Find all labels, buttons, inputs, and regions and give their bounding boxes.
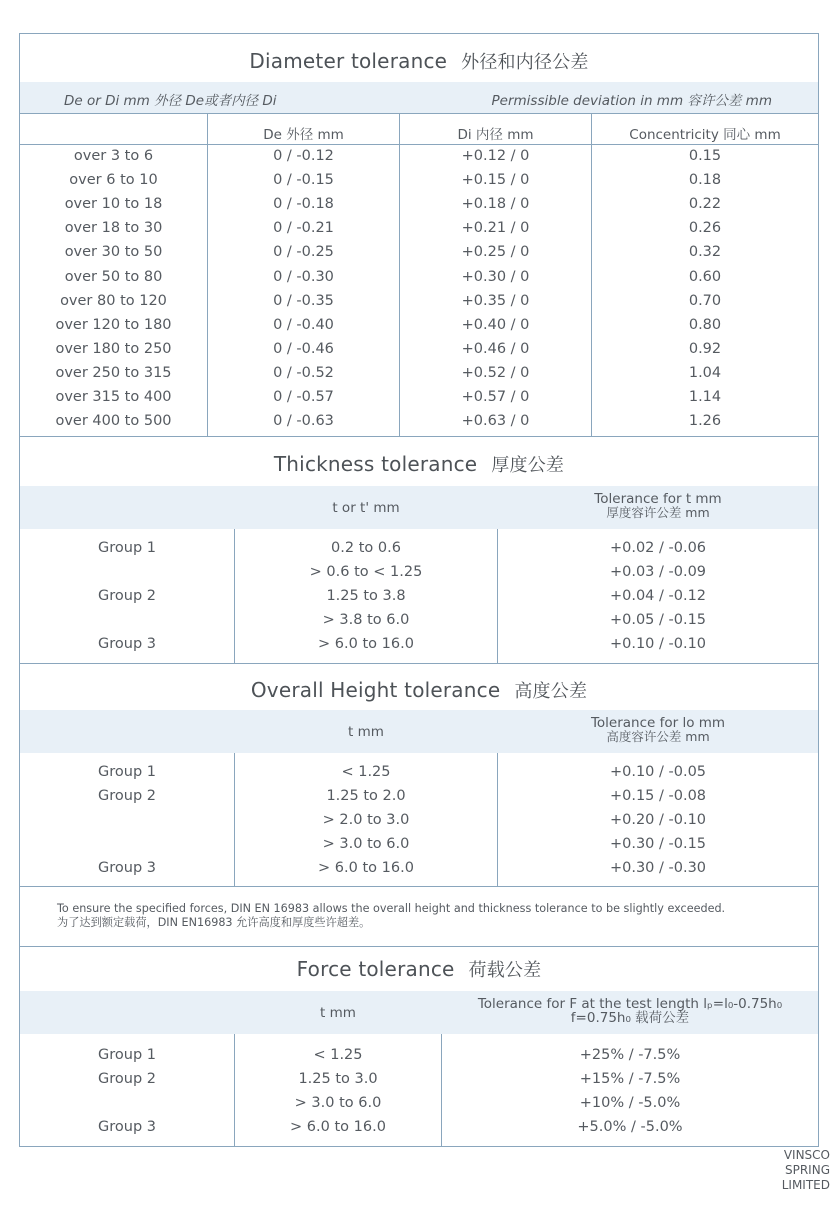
height-header-band bbox=[20, 710, 818, 753]
note-line-cn: 为了达到额定载荷，DIN EN16983 允许高度和厚度些许超差。 bbox=[57, 916, 371, 929]
thickness-cell: > 3.8 to 6.0 bbox=[322, 612, 410, 628]
force-header-right-line1: Tolerance for F at the test length lₚ=l₀-0.75h₀ bbox=[477, 996, 783, 1012]
force-cell: Group 3 bbox=[98, 1119, 156, 1135]
thickness-cell: Group 2 bbox=[98, 588, 156, 604]
diameter-cell: 0 / -0.21 bbox=[273, 220, 334, 237]
thickness-header-right-line1: Tolerance for t mm bbox=[594, 491, 722, 507]
diameter-cell: 0 / -0.63 bbox=[273, 413, 334, 430]
diameter-band-right: Permissible deviation in mm 容许公差 mm bbox=[491, 93, 772, 109]
diameter-band-left: De or Di mm 外径 De或者内径 Di bbox=[64, 93, 277, 109]
thickness-cell: 1.25 to 3.8 bbox=[326, 588, 406, 604]
diameter-cell: over 250 to 315 bbox=[55, 364, 172, 381]
diameter-cell: over 10 to 18 bbox=[64, 196, 163, 213]
force-cell: Group 1 bbox=[98, 1047, 156, 1063]
diameter-title: Diameter tolerance bbox=[249, 49, 448, 73]
diameter-header-de: De 外径 mm bbox=[263, 127, 344, 143]
height-cell: Group 2 bbox=[98, 788, 156, 804]
diameter-cell: +0.15 / 0 bbox=[461, 172, 530, 189]
diameter-cell: 0 / -0.57 bbox=[273, 389, 334, 405]
divider bbox=[20, 113, 818, 114]
diameter-cell: 0.26 bbox=[688, 220, 722, 237]
force-header-right bbox=[442, 997, 818, 1025]
brand-logo-text bbox=[782, 1148, 830, 1193]
brand-line-1: VINSCO bbox=[783, 1148, 830, 1162]
thickness-header-band bbox=[20, 486, 818, 529]
height-cell: > 3.0 to 6.0 bbox=[322, 836, 410, 852]
thickness-header-mid: t or t' mm bbox=[332, 500, 400, 516]
force-cell: < 1.25 bbox=[313, 1047, 363, 1063]
force-cell: +25% / -7.5% bbox=[579, 1047, 681, 1063]
diameter-cell: over 400 to 500 bbox=[55, 413, 172, 430]
diameter-cell: 0.32 bbox=[688, 244, 722, 261]
height-cell: +0.10 / -0.05 bbox=[609, 764, 707, 780]
height-cell: < 1.25 bbox=[341, 764, 391, 780]
brand-line-2: SPRING bbox=[784, 1163, 830, 1177]
thickness-section-title bbox=[20, 451, 818, 477]
diameter-cell: 0.70 bbox=[688, 292, 722, 309]
height-header-right-line2: 高度容许公差 mm bbox=[606, 729, 710, 744]
height-header-right-line1: Tolerance for lo mm bbox=[590, 715, 726, 731]
diameter-cell: 0.80 bbox=[688, 316, 722, 333]
thickness-cell: > 0.6 to < 1.25 bbox=[309, 564, 423, 580]
thickness-cell: Group 1 bbox=[98, 540, 156, 556]
diameter-cell: over 30 to 50 bbox=[64, 244, 163, 261]
force-header-mid: t mm bbox=[320, 1005, 356, 1021]
diameter-cell: 0 / -0.15 bbox=[273, 172, 334, 189]
diameter-cell: 0.60 bbox=[688, 268, 722, 285]
diameter-cell: +0.57 / 0 bbox=[461, 389, 530, 405]
diameter-cell: over 315 to 400 bbox=[55, 389, 172, 405]
force-header-right-line2: f=0.75h₀ 载荷公差 bbox=[570, 1010, 690, 1026]
divider bbox=[20, 436, 818, 437]
diameter-cell: 0 / -0.52 bbox=[273, 364, 334, 381]
thickness-cell: +0.04 / -0.12 bbox=[609, 588, 707, 604]
diameter-cell: over 50 to 80 bbox=[64, 268, 163, 285]
diameter-cell: 0.15 bbox=[688, 148, 722, 164]
force-cell: +15% / -7.5% bbox=[579, 1071, 681, 1087]
height-cell: Group 3 bbox=[98, 860, 156, 876]
force-cell: 1.25 to 3.0 bbox=[298, 1071, 378, 1087]
diameter-cell: +0.12 / 0 bbox=[461, 148, 530, 164]
diameter-cell: +0.21 / 0 bbox=[461, 220, 530, 237]
diameter-header-band bbox=[20, 82, 818, 113]
height-cell: +0.30 / -0.15 bbox=[609, 836, 707, 852]
note-line-en: To ensure the specified forces, DIN EN 16983 allows the overall height and thickness tolerance to be slightly exceeded. bbox=[57, 902, 726, 915]
diameter-cell: over 80 to 120 bbox=[60, 292, 167, 309]
height-cell: +0.15 / -0.08 bbox=[609, 788, 707, 804]
height-header-right bbox=[498, 716, 818, 744]
height-cell: 1.25 to 2.0 bbox=[326, 788, 406, 804]
diameter-cell: over 3 to 6 bbox=[73, 148, 154, 164]
diameter-cell: +0.25 / 0 bbox=[461, 244, 530, 261]
height-section-title bbox=[20, 677, 818, 703]
thickness-header-right-line2: 厚度容许公差 mm bbox=[606, 505, 710, 520]
height-cell: > 2.0 to 3.0 bbox=[322, 812, 410, 828]
diameter-cell: 0 / -0.30 bbox=[273, 268, 334, 285]
thickness-cell: > 6.0 to 16.0 bbox=[318, 636, 414, 652]
diameter-cell: over 18 to 30 bbox=[64, 220, 163, 237]
height-cell: Group 1 bbox=[98, 764, 156, 780]
height-cell: > 6.0 to 16.0 bbox=[318, 860, 414, 876]
height-cell: +0.20 / -0.10 bbox=[609, 812, 707, 828]
thickness-cell: Group 3 bbox=[98, 636, 156, 652]
divider bbox=[20, 663, 818, 664]
diameter-cell: +0.46 / 0 bbox=[461, 340, 530, 357]
diameter-title-cn: 外径和内径公差 bbox=[461, 52, 589, 73]
thickness-header-right bbox=[498, 492, 818, 520]
force-cell: +5.0% / -5.0% bbox=[577, 1119, 683, 1135]
diameter-cell: 0 / -0.40 bbox=[273, 316, 334, 333]
force-cell: Group 2 bbox=[98, 1071, 156, 1087]
diameter-cell: over 180 to 250 bbox=[55, 340, 172, 357]
thickness-cell: +0.02 / -0.06 bbox=[609, 540, 707, 556]
diameter-cell: +0.30 / 0 bbox=[461, 268, 530, 285]
diameter-cell: 0 / -0.18 bbox=[273, 196, 334, 213]
diameter-cell: 0.18 bbox=[688, 172, 722, 189]
height-header-mid: t mm bbox=[348, 724, 384, 740]
brand-line-3: LIMITED bbox=[781, 1178, 830, 1192]
thickness-title-cn: 厚度公差 bbox=[491, 455, 565, 476]
diameter-cell: +0.35 / 0 bbox=[461, 292, 530, 309]
thickness-cell: 0.2 to 0.6 bbox=[331, 540, 401, 556]
diameter-cell: 0.92 bbox=[688, 340, 722, 357]
thickness-cell: +0.03 / -0.09 bbox=[609, 564, 707, 580]
diameter-cell: 0.22 bbox=[688, 196, 722, 213]
diameter-header-concentricity: Concentricity 同心 mm bbox=[629, 127, 781, 143]
thickness-cell: +0.10 / -0.10 bbox=[609, 636, 707, 652]
diameter-cell: +0.63 / 0 bbox=[461, 413, 530, 430]
thickness-title: Thickness tolerance bbox=[273, 452, 478, 476]
diameter-cell: 0 / -0.25 bbox=[273, 244, 334, 261]
force-cell: > 6.0 to 16.0 bbox=[290, 1119, 386, 1135]
diameter-cell: 1.14 bbox=[688, 389, 722, 405]
force-title-cn: 荷载公差 bbox=[468, 960, 542, 981]
divider bbox=[20, 946, 818, 947]
force-cell: +10% / -5.0% bbox=[579, 1095, 681, 1111]
diameter-cell: +0.40 / 0 bbox=[461, 316, 530, 333]
height-title: Overall Height tolerance bbox=[250, 678, 501, 702]
force-header-band bbox=[20, 991, 818, 1034]
divider bbox=[20, 886, 818, 887]
diameter-cell: +0.18 / 0 bbox=[461, 196, 530, 213]
tolerance-table-frame bbox=[19, 33, 819, 1147]
diameter-cell: 0 / -0.35 bbox=[273, 292, 334, 309]
diameter-cell: 1.26 bbox=[688, 413, 722, 430]
force-title: Force tolerance bbox=[296, 957, 455, 981]
diameter-cell: +0.52 / 0 bbox=[461, 364, 530, 381]
diameter-cell: 0 / -0.12 bbox=[273, 148, 334, 164]
height-title-cn: 高度公差 bbox=[514, 681, 588, 702]
diameter-cell: 1.04 bbox=[688, 364, 722, 381]
force-cell: > 3.0 to 6.0 bbox=[294, 1095, 382, 1111]
diameter-cell: over 6 to 10 bbox=[69, 172, 158, 189]
thickness-cell: +0.05 / -0.15 bbox=[609, 612, 707, 628]
diameter-cell: 0 / -0.46 bbox=[273, 340, 334, 357]
height-cell: +0.30 / -0.30 bbox=[609, 860, 707, 876]
diameter-section-title bbox=[20, 48, 818, 74]
diameter-cell: over 120 to 180 bbox=[55, 316, 172, 333]
force-section-title bbox=[20, 956, 818, 982]
diameter-header-di: Di 内径 mm bbox=[457, 127, 534, 143]
